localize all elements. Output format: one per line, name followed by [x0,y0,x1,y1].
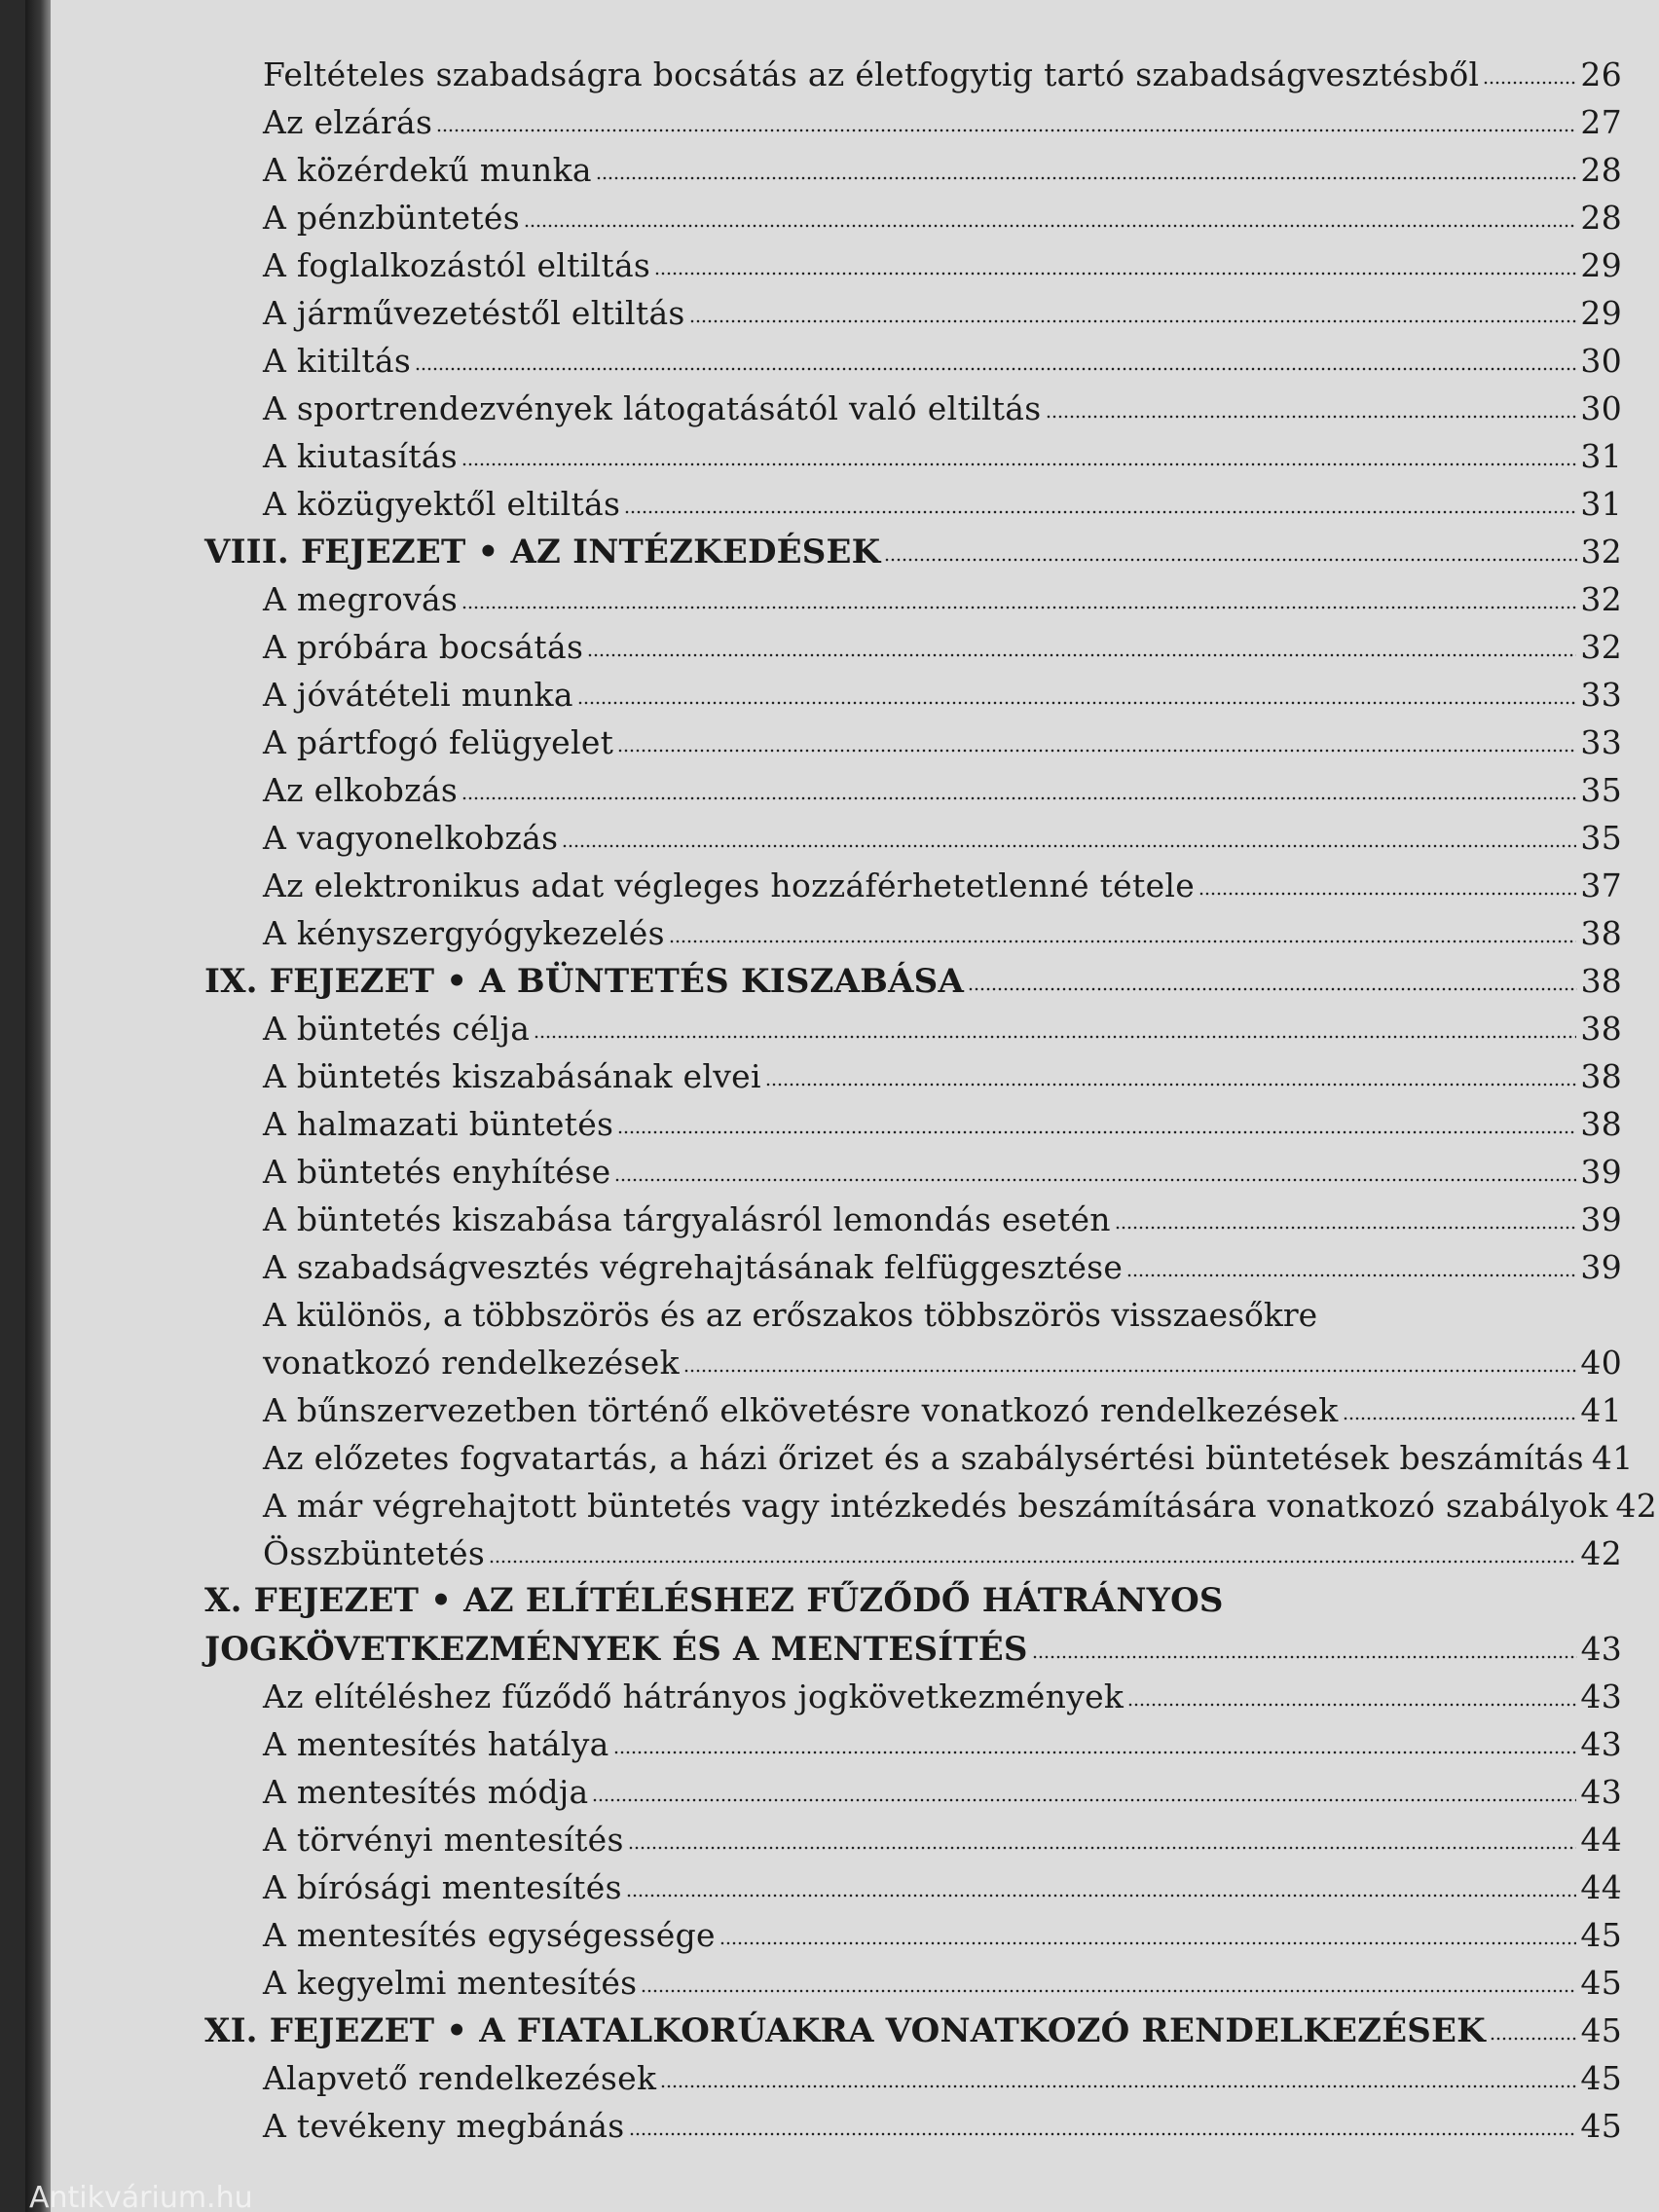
dot-leader [719,1939,1577,1947]
toc-page-number: 39 [1580,1248,1622,1286]
toc-entry [25,1291,1622,1339]
toc-chapter [25,528,1622,575]
toc-title: vonatkozó rendelkezések [263,1344,680,1382]
toc-entry [25,2054,1622,2102]
toc-page-number: 30 [1580,389,1622,427]
toc-page-number: 45 [1580,2107,1622,2145]
toc-entry [25,1720,1622,1768]
toc-title: A szabadságvesztés végrehajtásának felfüggesztése [263,1248,1124,1286]
toc-chapter [25,1625,1622,1673]
toc-entry [25,337,1622,385]
dot-leader [1032,1653,1577,1661]
toc-page-number: 28 [1580,151,1622,189]
dot-leader [587,651,1576,659]
toc-entry [25,1386,1622,1434]
toc-title: A bűnszervezetben történő elkövetésre vonatkozó rendelkezések [263,1391,1339,1429]
toc-entry [25,1530,1622,1577]
toc-page-number: 26 [1580,55,1622,93]
toc-title: Feltételes szabadságra bocsátás az életfogytig tartó szabadságvesztésből [263,55,1480,93]
toc-entry [25,2102,1622,2150]
toc-entry [25,719,1622,766]
toc-title: X. FEJEZET • AZ ELÍTÉLÉSHEZ FŰZŐDŐ HÁTRÁNYOS [204,1581,1224,1620]
toc-page-number: 41 [1580,1391,1622,1429]
dot-leader [654,270,1576,277]
toc-entry [25,1482,1658,1530]
toc-chapter [25,957,1622,1005]
toc-title: A halmazati büntetés [263,1105,614,1143]
dot-leader [596,174,1577,182]
watermark: Antikvárium.hu [29,2181,253,2212]
toc-entry [25,289,1622,337]
toc-entry [25,1816,1622,1863]
dot-leader [613,1749,1577,1756]
dot-leader [1046,413,1577,421]
dot-leader [577,699,1577,707]
toc-entry [25,1673,1622,1720]
toc-entry [25,814,1622,862]
dot-leader [1198,890,1576,898]
toc-page-number: 39 [1580,1200,1622,1238]
dot-leader [683,1367,1577,1375]
toc-title: A pénzbüntetés [263,199,520,237]
toc-entry [25,766,1622,814]
toc-title: A közügyektől eltiltás [263,485,621,523]
dot-leader [415,365,1576,373]
toc-title: Az előzetes fogvatartás, a házi őrizet és a szabálysértési büntetések beszámítás [263,1439,1584,1477]
toc-page-number: 32 [1580,533,1622,571]
toc-entry [25,1434,1634,1482]
dot-leader [641,1987,1576,1995]
toc-entry [25,432,1622,480]
toc-page-number: 43 [1580,1630,1622,1668]
dot-leader [1115,1224,1577,1232]
toc-page-number: 45 [1580,2059,1622,2097]
toc-entry [25,51,1622,98]
toc-page-number: 31 [1580,485,1622,523]
toc-page-number: 41 [1591,1439,1634,1477]
toc-title: A különös, a többszörös és az erőszakos többszörös visszaesőkre [263,1296,1318,1334]
toc-page-number: 29 [1580,246,1622,284]
toc-title: IX. FEJEZET • A BÜNTETÉS KISZABÁSA [204,962,965,1001]
dot-leader [461,604,1576,611]
toc-page-number: 31 [1580,437,1622,475]
toc-title: A büntetés enyhítése [263,1153,611,1191]
toc-title: Az elítéléshez fűződő hátrányos jogkövetkezmények [263,1677,1124,1715]
dot-leader [461,461,1576,468]
toc-entry [25,194,1622,241]
toc-page-number: 33 [1580,676,1622,714]
toc-chapter [25,1577,1622,1625]
dot-leader [489,1558,1576,1566]
dot-leader [562,842,1576,850]
toc-title: A büntetés kiszabása tárgyalásról lemondás esetén [263,1200,1111,1238]
toc-entry [25,1339,1622,1386]
toc-page-number: 44 [1580,1821,1622,1859]
dot-leader [689,317,1577,325]
dot-leader [617,747,1576,755]
toc-page-number: 45 [1580,1964,1622,2002]
toc-title: A már végrehajtott büntetés vagy intézkedés beszámítására vonatkozó szabályok [263,1487,1608,1525]
toc-chapter [25,2007,1622,2054]
toc-entry [25,241,1622,289]
dot-leader [1126,1272,1576,1279]
toc-title: Az elkobzás [263,771,459,809]
toc-title: A járművezetéstől eltiltás [263,294,685,332]
toc-page-number: 43 [1580,1725,1622,1763]
toc-page-number: 27 [1580,103,1622,141]
toc-entry [25,1959,1622,2007]
toc-page-number: 39 [1580,1153,1622,1191]
dot-leader [629,2130,1577,2138]
toc-page-number: 43 [1580,1677,1622,1715]
toc-entry [25,623,1622,671]
toc-entry [25,1148,1622,1196]
dot-leader [628,1844,1577,1852]
toc-entry [25,1196,1622,1243]
toc-title: VIII. FEJEZET • AZ INTÉZKEDÉSEK [204,533,881,571]
toc-title: A tevékeny megbánás [263,2107,625,2145]
toc-title: A próbára bocsátás [263,628,584,666]
toc-entry [25,1863,1622,1911]
dot-leader [436,127,1576,134]
toc-title: Összbüntetés [263,1534,486,1572]
toc-page-number: 38 [1580,1105,1622,1143]
dot-leader [660,2083,1576,2090]
toc-page-number: 44 [1580,1868,1622,1906]
dot-leader [884,556,1576,564]
toc-title: A mentesítés módja [263,1773,589,1811]
dot-leader [669,938,1577,945]
toc-title: A sportrendezvények látogatásától való eltiltás [263,389,1042,427]
dot-leader [614,1176,1576,1184]
toc-title: A bírósági mentesítés [263,1868,622,1906]
dot-leader [534,1033,1576,1041]
table-of-contents [25,51,1658,2150]
toc-title: A törvényi mentesítés [263,1821,624,1859]
dot-leader [1343,1415,1577,1422]
dot-leader [461,794,1576,802]
toc-title: XI. FEJEZET • A FIATALKORÚAKRA VONATKOZÓ RENDELKEZÉSEK [204,2011,1486,2050]
dot-leader [617,1128,1576,1136]
toc-entry [25,1243,1622,1291]
toc-title: A pártfogó felügyelet [263,723,614,761]
dot-leader [968,985,1577,993]
toc-title: A mentesítés hatálya [263,1725,609,1763]
toc-title: A kényszergyógykezelés [263,914,665,952]
toc-page-number: 42 [1615,1487,1658,1525]
toc-entry [25,575,1622,623]
toc-title: Az elzárás [263,103,433,141]
toc-entry [25,1005,1622,1052]
toc-page-number: 30 [1580,342,1622,380]
toc-title: JOGKÖVETKEZMÉNYEK ÉS A MENTESÍTÉS [204,1630,1028,1669]
toc-title: Az elektronikus adat végleges hozzáférhetetlenné tétele [263,866,1196,904]
toc-page-number: 38 [1580,1010,1622,1048]
toc-page-number: 35 [1580,771,1622,809]
toc-title: A közérdekű munka [263,151,592,189]
toc-title: A kitiltás [263,342,412,380]
toc-title: Alapvető rendelkezések [263,2059,657,2097]
dot-leader [592,1796,1576,1804]
toc-entry [25,671,1622,719]
toc-title: A kiutasítás [263,437,459,475]
book-page [25,0,1659,2212]
toc-title: A mentesítés egységessége [263,1916,716,1954]
dot-leader [524,222,1576,230]
toc-entry [25,146,1622,194]
toc-page-number: 40 [1580,1344,1622,1382]
toc-page-number: 38 [1580,914,1622,952]
dot-leader [626,1892,1577,1899]
toc-page-number: 29 [1580,294,1622,332]
toc-entry [25,909,1622,957]
toc-title: A büntetés kiszabásának elvei [263,1057,761,1095]
toc-entry [25,480,1622,528]
toc-title: A büntetés célja [263,1010,531,1048]
toc-entry [25,1768,1622,1816]
toc-page-number: 38 [1580,1057,1622,1095]
toc-page-number: 33 [1580,723,1622,761]
toc-page-number: 37 [1580,866,1622,904]
toc-page-number: 45 [1580,1916,1622,1954]
toc-entry [25,1911,1622,1959]
toc-entry [25,98,1622,146]
toc-page-number: 32 [1580,628,1622,666]
toc-entry [25,1100,1622,1148]
dot-leader [1490,2035,1577,2043]
toc-title: A vagyonelkobzás [263,819,559,857]
dot-leader [624,508,1576,516]
dot-leader [1127,1701,1576,1709]
toc-entry [25,1052,1622,1100]
toc-entry [25,385,1622,432]
toc-page-number: 38 [1580,962,1622,1000]
toc-title: A megrovás [263,580,459,618]
toc-page-number: 28 [1580,199,1622,237]
toc-page-number: 35 [1580,819,1622,857]
toc-page-number: 42 [1580,1534,1622,1572]
dot-leader [765,1081,1577,1088]
toc-page-number: 45 [1580,2011,1622,2049]
toc-page-number: 32 [1580,580,1622,618]
toc-page-number: 43 [1580,1773,1622,1811]
toc-title: A jóvátételi munka [263,676,573,714]
dot-leader [1483,79,1576,87]
toc-entry [25,862,1622,909]
toc-title: A kegyelmi mentesítés [263,1964,638,2002]
toc-title: A foglalkozástól eltiltás [263,246,651,284]
